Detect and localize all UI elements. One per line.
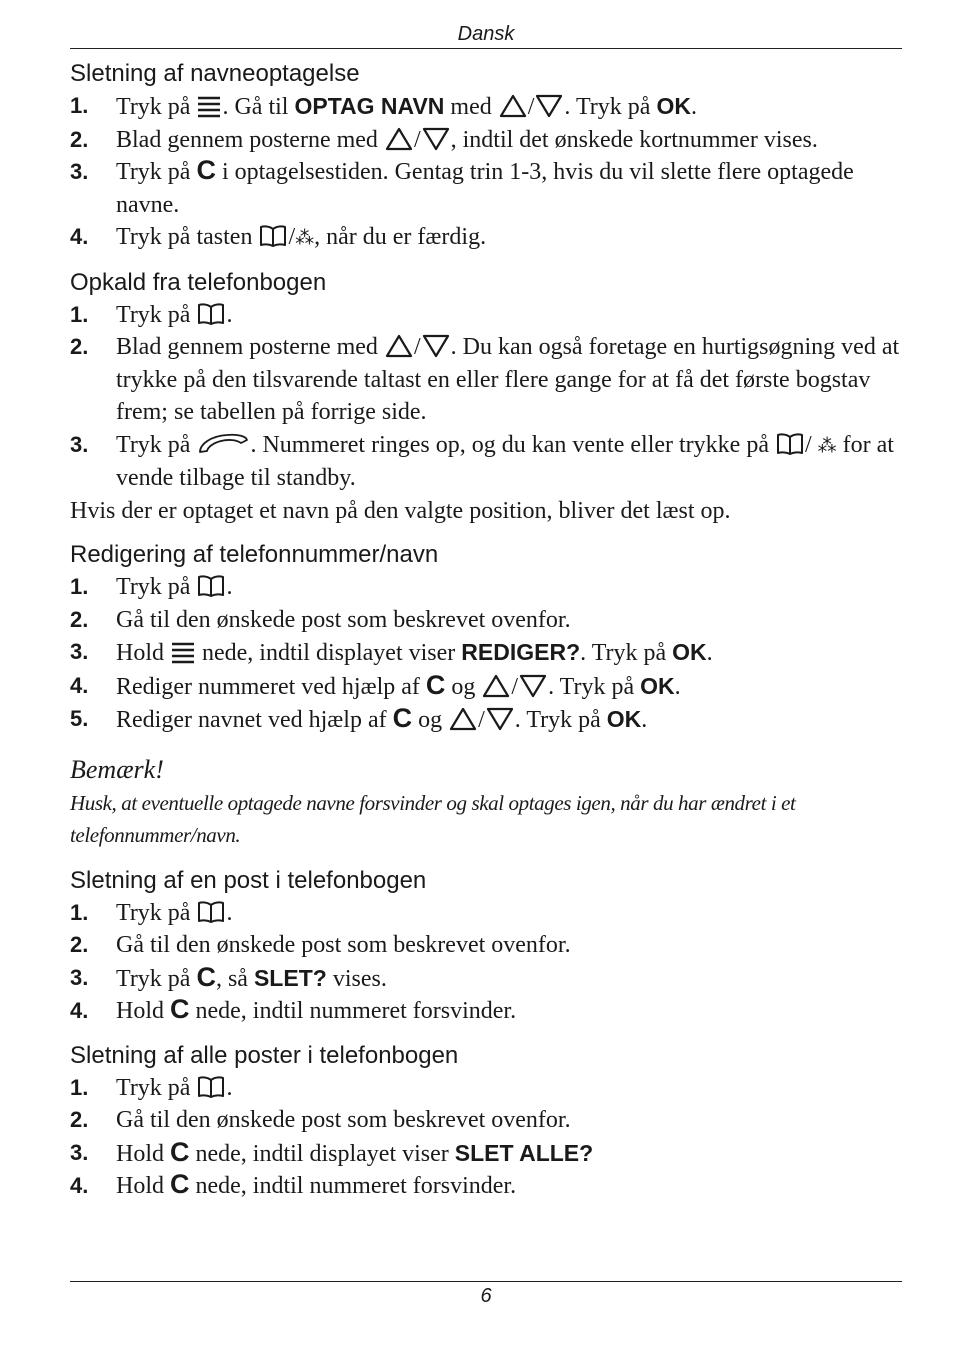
section-title: Redigering af telefonnummer/navn	[70, 541, 439, 568]
step-text: .	[706, 640, 713, 666]
phonebook-icon	[776, 432, 804, 456]
step-text: , indtil det ønskede kortnummer vises.	[450, 126, 818, 153]
step-number: 1.	[70, 1074, 89, 1100]
arrow-up-icon	[385, 127, 413, 151]
step-text: .	[226, 574, 233, 600]
step-text: Hold	[116, 1173, 170, 1199]
step-number: 2.	[70, 126, 89, 152]
step-list	[70, 90, 902, 255]
note-box	[70, 753, 902, 851]
arrow-up-icon	[385, 334, 413, 358]
clear-key-icon: C	[196, 961, 216, 992]
list-item	[70, 995, 902, 1028]
list-item	[70, 299, 902, 332]
arrow-up-icon	[449, 707, 477, 731]
step-text: Tryk på tasten	[116, 224, 259, 250]
step-number: 1.	[70, 93, 89, 118]
step-list	[70, 897, 902, 1028]
phonebook-icon	[197, 574, 225, 598]
list-item	[70, 1072, 902, 1105]
page-header-language: Dansk	[457, 23, 515, 45]
step-text: . Du kan også foretage en hurtigsøgning ved at trykke på den tilsvarende taltast en eller flere gange for at få det første bogstav frem; se tabellen på forrige side.	[116, 334, 900, 425]
step-text: Tryk på	[116, 94, 197, 120]
list-item	[70, 1104, 902, 1137]
step-text: Rediger nummeret ved hjælp af	[116, 673, 426, 700]
step-number: 2.	[70, 932, 89, 957]
header-rule	[70, 48, 902, 49]
step-text: Tryk på	[116, 159, 197, 185]
step-text: .	[674, 673, 681, 700]
clear-key-icon: C	[170, 994, 190, 1024]
section-delete-all-entries	[70, 1040, 902, 1203]
step-text: , når du er færdig.	[314, 224, 487, 250]
clear-key-icon: C	[170, 1136, 190, 1167]
note-title: Bemærk!	[70, 754, 164, 784]
step-text: og	[412, 707, 449, 733]
step-text: Blad gennem posterne med	[116, 126, 384, 153]
step-text: . Tryk på	[564, 94, 657, 120]
step-number: 5.	[70, 706, 89, 731]
step-number: 3.	[70, 1139, 89, 1165]
clear-key-icon: C	[425, 669, 446, 700]
step-number: 3.	[70, 159, 89, 184]
step-number: 2.	[70, 1107, 89, 1132]
arrow-down-icon	[519, 674, 547, 698]
page-number: 6	[480, 1285, 492, 1307]
step-text: nede, indtil nummeret forsvinder.	[189, 1173, 517, 1199]
step-text: . Gå til	[222, 94, 295, 120]
step-text: . Tryk på	[514, 707, 607, 733]
list-item	[70, 703, 902, 737]
arrow-up-icon	[482, 674, 510, 698]
section-edit-number-name	[70, 539, 902, 737]
display-text-optag-navn: OPTAG NAVN	[294, 93, 445, 119]
ok-key-label: OK	[672, 639, 707, 665]
arrow-down-icon	[422, 127, 450, 151]
section-title: Opkald fra telefonbogen	[70, 268, 327, 296]
arrow-down-icon	[486, 707, 514, 731]
step-text: .	[226, 1074, 233, 1101]
list-item	[70, 897, 902, 930]
ok-key-label: OK	[606, 706, 642, 732]
phonebook-icon	[197, 1075, 225, 1099]
step-text: med	[444, 94, 498, 120]
step-text: Tryk på	[116, 899, 197, 926]
step-text: Tryk på	[116, 574, 197, 600]
page-content	[70, 58, 902, 1215]
slash-separator: /	[413, 126, 421, 153]
section-delete-one-entry	[70, 865, 902, 1028]
step-text: Gå til den ønskede post som beskrevet ovenfor.	[116, 932, 571, 958]
step-number: 4.	[70, 672, 89, 698]
clear-key-icon: C	[170, 1169, 190, 1199]
list-item	[70, 670, 902, 704]
list-item	[70, 929, 902, 962]
list-item	[70, 962, 902, 996]
step-text: . Tryk på	[580, 640, 673, 666]
display-text-slet: SLET?	[253, 964, 327, 991]
list-item	[70, 571, 902, 604]
section-delete-name-recording	[70, 58, 902, 255]
step-number: 1.	[70, 301, 89, 327]
step-list	[70, 1072, 902, 1203]
step-text: Gå til den ønskede post som beskrevet ovenfor.	[116, 1107, 571, 1133]
menu-icon	[171, 642, 195, 664]
step-text: Hold	[116, 1140, 170, 1167]
list-item	[70, 331, 902, 429]
info-paragraph: Hvis der er optaget et navn på den valgte position, bliver det læst op.	[70, 497, 731, 524]
step-text: i optagelsestiden. Gentag trin 1-3, hvis du vil slette flere optagede navne.	[116, 159, 854, 218]
section-title: Sletning af navneoptagelse	[70, 60, 360, 87]
step-text: . Nummeret ringes op, og du kan vente eller trykke på	[250, 431, 775, 458]
list-item	[70, 156, 902, 221]
step-number: 3.	[70, 964, 89, 990]
list-item	[70, 1170, 902, 1203]
slash-separator: /	[511, 673, 519, 700]
step-text: . Tryk på	[548, 673, 641, 700]
note-body: Husk, at eventuelle optagede navne forsvinder og skal optages igen, når du har ændret i et telefonnummer/navn.	[70, 790, 796, 847]
list-item	[70, 604, 902, 637]
step-number: 1.	[70, 574, 89, 599]
intercom-key-icon: ⁂	[295, 227, 315, 249]
list-item	[70, 124, 902, 157]
arrow-down-icon	[535, 94, 563, 118]
step-text: nede, indtil nummeret forsvinder.	[189, 998, 517, 1024]
manual-page	[70, 0, 902, 1354]
step-number: 2.	[70, 606, 89, 632]
step-text: Tryk på	[116, 301, 197, 328]
step-number: 1.	[70, 899, 89, 925]
menu-icon	[197, 96, 221, 118]
slash-separator: /	[478, 707, 485, 733]
phonebook-icon	[197, 302, 225, 326]
ok-key-label: OK	[640, 672, 675, 699]
step-text: Hold	[116, 998, 170, 1024]
slash-separator: /	[413, 334, 421, 360]
step-list	[70, 571, 902, 737]
step-text: for at vende tilbage til standby.	[116, 431, 894, 491]
step-number: 4.	[70, 1173, 89, 1198]
section-title: Sletning af alle poster i telefonbogen	[70, 1041, 459, 1069]
clear-key-icon: C	[196, 155, 216, 185]
list-item	[70, 429, 902, 495]
slash-separator: /	[804, 431, 812, 458]
call-key-icon	[197, 432, 249, 456]
step-text: , så	[215, 965, 254, 992]
arrow-up-icon	[499, 94, 527, 118]
step-text: vises.	[326, 965, 387, 992]
step-text: .	[226, 899, 233, 926]
step-list	[70, 299, 902, 495]
step-text: Tryk på	[116, 431, 197, 458]
step-number: 4.	[70, 998, 89, 1023]
step-text: Hold	[116, 640, 170, 666]
intercom-key-icon: ⁂	[817, 434, 837, 457]
step-text: .	[690, 94, 697, 120]
step-text: Rediger navnet ved hjælp af	[116, 707, 393, 733]
footer-rule	[70, 1281, 902, 1282]
step-number: 3.	[70, 639, 89, 664]
section-call-from-phonebook	[70, 267, 902, 528]
section-title: Sletning af en post i telefonbogen	[70, 866, 427, 894]
step-text: Tryk på	[116, 1074, 197, 1101]
slash-separator: /	[288, 224, 296, 250]
step-text: og	[445, 673, 482, 700]
step-text: Blad gennem posterne med	[116, 334, 384, 360]
list-item	[70, 90, 902, 124]
step-number: 2.	[70, 334, 89, 359]
step-text: .	[641, 707, 648, 733]
phonebook-icon	[259, 224, 287, 248]
step-text: Tryk på	[116, 965, 197, 992]
list-item	[70, 636, 902, 670]
list-item	[70, 1137, 902, 1171]
step-number: 4.	[70, 224, 89, 249]
step-text: nede, indtil displayet viser	[196, 640, 462, 666]
step-number: 3.	[70, 431, 89, 457]
list-item	[70, 221, 902, 255]
step-text: nede, indtil displayet viser	[189, 1140, 455, 1167]
display-text-slet-alle: SLET ALLE?	[454, 1139, 594, 1166]
arrow-down-icon	[422, 334, 450, 358]
phonebook-icon	[197, 900, 225, 924]
ok-key-label: OK	[656, 93, 691, 119]
slash-separator: /	[527, 94, 535, 120]
step-text: Gå til den ønskede post som beskrevet ovenfor.	[116, 606, 571, 633]
display-text-rediger: REDIGER?	[461, 639, 581, 665]
step-text: .	[226, 301, 233, 328]
clear-key-icon: C	[392, 703, 413, 733]
